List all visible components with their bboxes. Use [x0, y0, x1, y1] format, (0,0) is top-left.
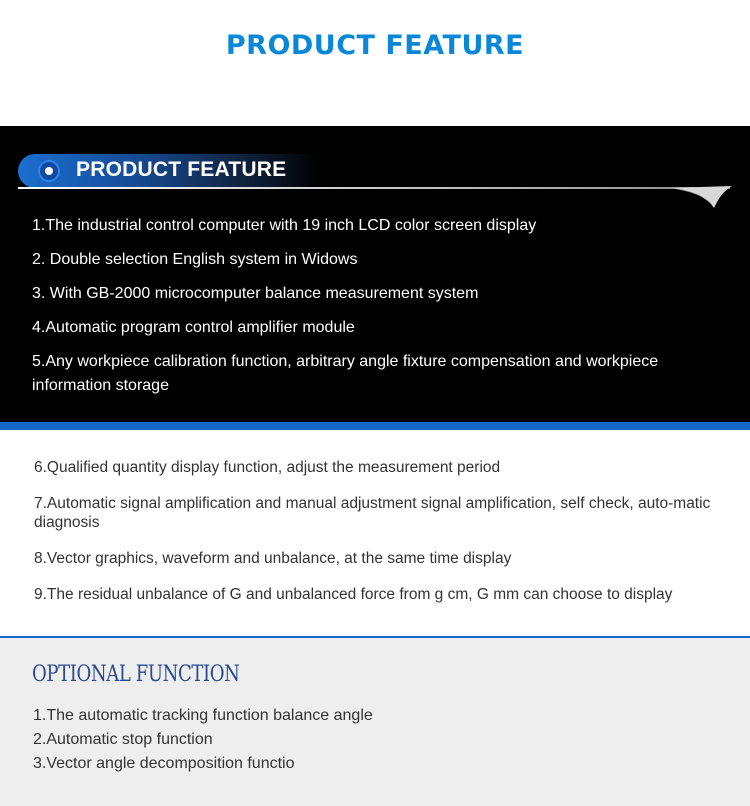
list-item: 7.Automatic signal amplification and manual adjustment signal amplification, self check, auto-matic diagnosis: [34, 495, 711, 531]
optional-list: [33, 704, 373, 776]
section-header-title: PRODUCT FEATURE: [76, 158, 287, 181]
section-header: [18, 154, 320, 188]
list-item: 6.Qualified quantity display function, adjust the measurement period: [34, 459, 501, 476]
list-item: 1.The automatic tracking function balance angle: [33, 707, 373, 724]
feature-list-light: [34, 458, 724, 621]
optional-title: OPTIONAL FUNCTION: [32, 662, 240, 687]
list-item: 3. With GB-2000 microcomputer balance measurement system: [32, 285, 479, 302]
page-curl-icon: [670, 184, 732, 210]
list-item: 9.The residual unbalance of G and unbalanced force from g cm, G mm can choose to display: [34, 586, 673, 603]
bullet-circle-icon: [38, 160, 60, 182]
list-item: 4.Automatic program control amplifier module: [32, 319, 355, 336]
list-item: 8.Vector graphics, waveform and unbalance, at the same time display: [34, 550, 512, 567]
feature-list-dark: [32, 214, 722, 408]
list-item: 2. Double selection English system in Widows: [32, 251, 358, 268]
optional-panel: [0, 638, 750, 806]
section-divider-band: [0, 422, 750, 430]
header-divider: [18, 187, 730, 189]
page-title: PRODUCT FEATURE: [225, 30, 525, 61]
list-item: 5.Any workpiece calibration function, arbitrary angle fixture compensation and workpiece information storage: [32, 353, 659, 394]
list-item: 3.Vector angle decomposition functio: [33, 755, 295, 772]
list-item: 1.The industrial control computer with 19 inch LCD color screen display: [32, 217, 537, 234]
list-item: 2.Automatic stop function: [33, 731, 213, 748]
feature-panel-dark: [0, 126, 750, 422]
